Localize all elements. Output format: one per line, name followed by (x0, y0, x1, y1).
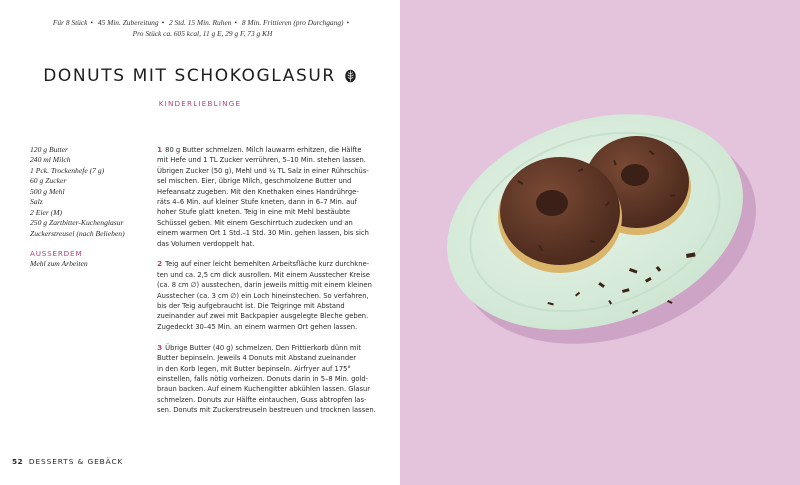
meta-line-1: Für 8 Stück • 45 Min. Zubereitung • 2 Std. 15 Min. Ruhen • 8 Min. Frittieren (pro Durchgang) • (52, 18, 350, 27)
step-text-line: Hefeansatz zugeben. Mit den Knethaken eines Handrührge- (157, 187, 359, 196)
page-footer (12, 457, 123, 466)
prep-time: 45 Min. Zubereitung (97, 18, 159, 27)
step-text-line: bis der Teig aufgebraucht ist. Die Teigringe mit Abstand (157, 302, 345, 311)
step-text-line: Übrige Butter (40 g) schmelzen. Den Frittierkorb dünn mit (165, 343, 361, 352)
ingredient: 2 Eier (M) (30, 207, 63, 217)
step-text-line: Schüssel geben. Mit einem Geschirrtuch zudecken und an (157, 218, 353, 227)
step-number: 1 (157, 145, 163, 154)
instructions (157, 145, 377, 426)
ingredient: 240 ml Milch (30, 155, 71, 165)
step-number: 3 (157, 342, 163, 352)
ingredients-extra-heading: AUSSERDEM (30, 249, 83, 258)
recipe-title-row (0, 66, 400, 86)
ingredients-extra: Mehl zum Arbeiten (30, 259, 88, 268)
donut-photo (400, 0, 800, 485)
ingredient: 1 Pck. Trockenhefe (7 g) (30, 165, 105, 175)
photo-page (400, 0, 800, 485)
step-3 (157, 343, 377, 416)
step-text-line: zueinander auf zwei mit Backpapier ausgelegte Bleche geben. (157, 312, 369, 321)
servings: Für 8 Stück (52, 18, 88, 27)
step-text-line: räts 4–6 Min. auf kleiner Stufe kneten, dann in 6–7 Min. auf (157, 198, 357, 207)
ingredient: 120 g Butter (30, 145, 68, 154)
step-text-line: mit Hefe und 1 TL Zucker verrühren, 5–10 Min. stehen lassen. (157, 156, 366, 165)
step-text-line: sel mischen. Eier, übrige Milch, geschmolzene Butter und (157, 177, 352, 186)
ingredient: 60 g Zucker (30, 176, 67, 186)
step-text-line: ten und ca. 2,5 cm dick ausrollen. Mit einem Ausstecher Kreise (157, 270, 370, 279)
step-text-line: einstellen, falls nötig vorheizen. Donuts darin in 5–8 Min. gold- (157, 374, 369, 383)
step-text-line: Butter bepinseln. Jeweils 4 Donuts mit Abstand zueinander (157, 354, 357, 363)
ingredient: Salz (30, 197, 43, 207)
ingredient: Zuckerstreusel (nach Belieben) (30, 228, 125, 238)
fry-time: 8 Min. Frittieren (pro Durchgang) (241, 18, 344, 27)
step-text-line: schmelzen. Donuts zur Hälfte eintauchen, Guss abtropfen las- (157, 395, 367, 404)
step-text-line: in den Korb legen, mit Butter bepinseln. Airfryer auf 175° (157, 364, 351, 373)
ingredient: 500 g Mehl (30, 186, 65, 196)
recipe-title: DONUTS MIT SCHOKOGLASUR (43, 66, 336, 86)
step-text-line: sen. Donuts mit Zuckerstreuseln bestreuen und trocknen lassen. (157, 406, 376, 415)
step-2 (157, 259, 377, 332)
ingredient-list (30, 145, 150, 239)
section-name: DESSERTS & GEBÄCK (28, 457, 124, 466)
step-number: 2 (157, 259, 163, 269)
rest-time: 2 Std. 15 Min. Ruhen (169, 18, 232, 27)
step-text-line: braun backen. Auf einem Kuchengitter abkühlen lassen. Glasur (157, 385, 371, 394)
donut-front (498, 157, 622, 273)
step-text-line: hoher Stufe glatt kneten. Teig in eine mit Mehl bestäubte (157, 208, 351, 217)
step-text-line: Übrigen Zucker (50 g), Mehl und ¼ TL Salz in einer Rührschüs- (157, 166, 369, 175)
ingredient: 250 g Zartbitter-Kuchenglasur (30, 218, 124, 228)
step-text-line: das Volumen verdoppelt hat. (157, 239, 255, 248)
leaf-icon (344, 69, 357, 83)
step-text-line: Ausstecher (ca. 3 cm ∅) ein Loch hineinstechen. So verfahren, (157, 291, 369, 300)
step-text-line: Teig auf einer leicht bemehlten Arbeitsfläche kurz durchkne- (165, 260, 370, 269)
nutrition-info: Pro Stück ca. 605 kcal, 11 g E, 29 g F, 73 g KH (132, 29, 273, 38)
step-text-line: 80 g Butter schmelzen. Milch lauwarm erhitzen, die Hälfte (165, 146, 362, 154)
step-text-line: Zugedeckt 30–45 Min. an einem warmen Ort gehen lassen. (157, 322, 358, 331)
step-text-line: (ca. 8 cm ∅) ausstechen, darin jeweils mittig mit einem kleinen (157, 281, 372, 290)
recipe-meta (30, 17, 375, 39)
recipe-category: KINDERLIEBLINGE (158, 99, 242, 108)
page-number: 52 (12, 457, 23, 466)
step-text-line: einem warmen Ort 1 Std.–1 Std. 30 Min. gehen lassen, bis sich (157, 229, 369, 238)
step-1 (157, 145, 377, 249)
